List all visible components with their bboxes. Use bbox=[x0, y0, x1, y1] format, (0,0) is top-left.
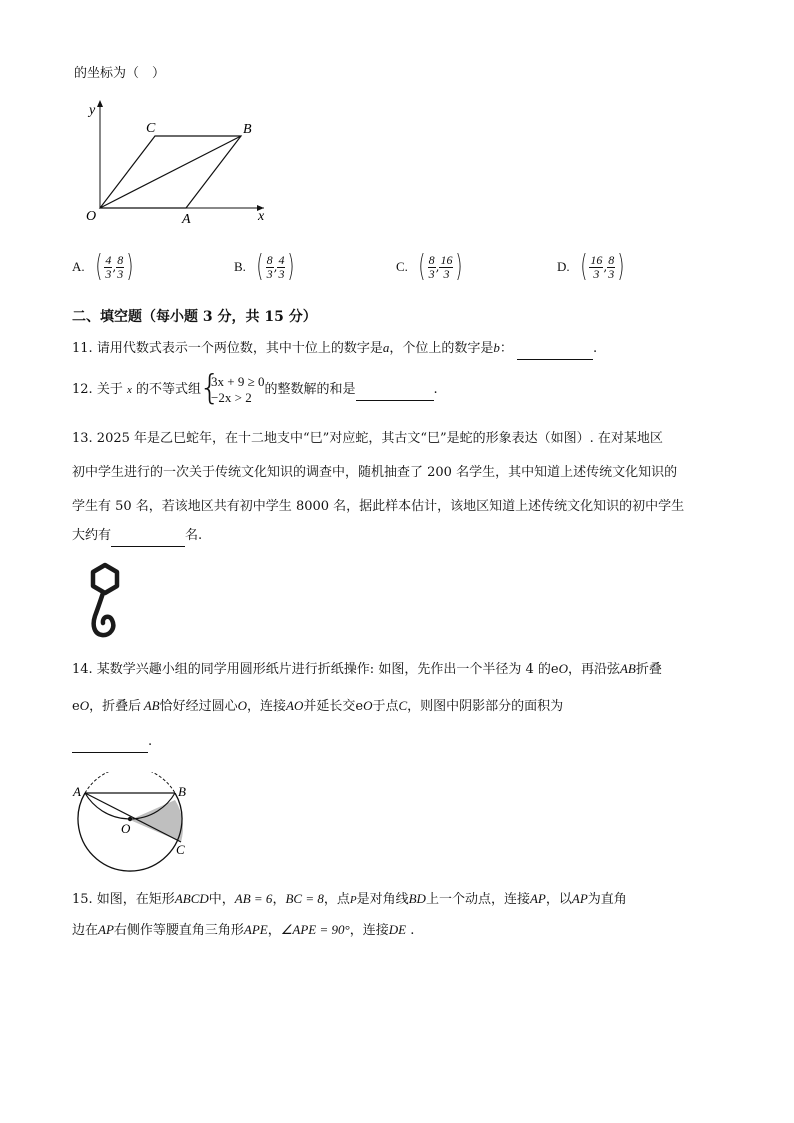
question-14-line-1: 14. 某数学兴趣小组的同学用圆形纸片进行折纸操作: 如图，先作出一个半径为 4 的eO，再沿弦AB折叠 bbox=[72, 661, 662, 677]
shaded-region bbox=[130, 800, 183, 842]
question-13-line-2: 初中学生进行的一次关于传统文化知识的调查中，随机抽查了 200 名学生，其中知道上述传统文化知识的 bbox=[72, 465, 678, 480]
q14-answer-blank[interactable] bbox=[72, 732, 148, 753]
diagonal-OB bbox=[100, 136, 241, 208]
q10-tail: 的坐标为（ ） bbox=[74, 66, 166, 81]
q10-parallelogram-figure bbox=[76, 96, 276, 231]
inequality-system: { 3x + 9 ≥ 0 −2x > 2 bbox=[199, 368, 265, 408]
question-12: 12. 关于 x 的不等式组 { 3x + 9 ≥ 0 −2x > 2 的整数解的和是 . bbox=[72, 368, 438, 408]
question-13-line-4: 大约有 名. bbox=[72, 526, 202, 547]
label-O: O bbox=[121, 821, 131, 836]
label-x: x bbox=[258, 209, 265, 224]
label-y: y bbox=[89, 103, 96, 118]
q12-answer-blank[interactable] bbox=[356, 380, 434, 401]
option-a[interactable]: A. ( $\frac{4}{3}$ , $\frac{8}{3}$ ) bbox=[72, 249, 134, 284]
question-15-line-2: 边在AP右侧作等腰直角三角形APE，∠APE = 90°，连接DE . bbox=[72, 922, 415, 938]
q14-folded-circle-figure bbox=[70, 772, 200, 882]
section-title: 二、填空题（每小题 3 分，共 15 分） bbox=[72, 309, 317, 325]
label-B: B bbox=[178, 784, 186, 799]
option-d[interactable]: D. ( $\frac{16}{3}$ , $\frac{8}{3}$ ) bbox=[557, 249, 625, 284]
label-B: B bbox=[243, 122, 252, 137]
question-11: 11. 请用代数式表示一个两位数，其中十位上的数字是a，个位上的数字是b： . bbox=[72, 338, 597, 360]
q13-answer-blank[interactable] bbox=[111, 526, 185, 547]
question-15-line-1: 15. 如图，在矩形ABCD中，AB = 6，BC = 8，点P是对角线BD上一个动点，连接AP，以AP为直角 bbox=[72, 891, 627, 907]
option-b[interactable]: B. ( $\frac{8}{3}$ , $\frac{4}{3}$ ) bbox=[234, 249, 295, 284]
original-arc-dashed bbox=[85, 772, 175, 793]
label-A: A bbox=[182, 212, 191, 227]
label-C: C bbox=[146, 121, 156, 136]
question-14-line-3: . bbox=[72, 732, 152, 753]
label-A: A bbox=[73, 784, 81, 799]
question-13-line-3: 学生有 50 名，若该地区共有初中学生 8000 名，据此样本估计，该地区知道上述传统文化知识的初中学生 bbox=[72, 499, 685, 514]
label-O: O bbox=[86, 209, 97, 224]
question-14-line-2: eO，折叠后 AB恰好经过圆心O，连接AO并延长交eO于点C，则图中阴影部分的面积为 bbox=[72, 698, 564, 714]
option-c[interactable]: C. ( $\frac{8}{3}$ , $\frac{16}{3}$ ) bbox=[396, 249, 463, 284]
label-C: C bbox=[176, 842, 185, 857]
question-13-line-1: 13. 2025 年是乙巳蛇年，在十二地支中“巳”对应蛇，其古文“巳”是蛇的形象表达（如图）. 在对某地区 bbox=[72, 431, 663, 446]
ancient-si-character-image bbox=[82, 562, 130, 642]
y-axis-arrow bbox=[97, 100, 103, 107]
q11-answer-blank[interactable] bbox=[517, 339, 593, 360]
